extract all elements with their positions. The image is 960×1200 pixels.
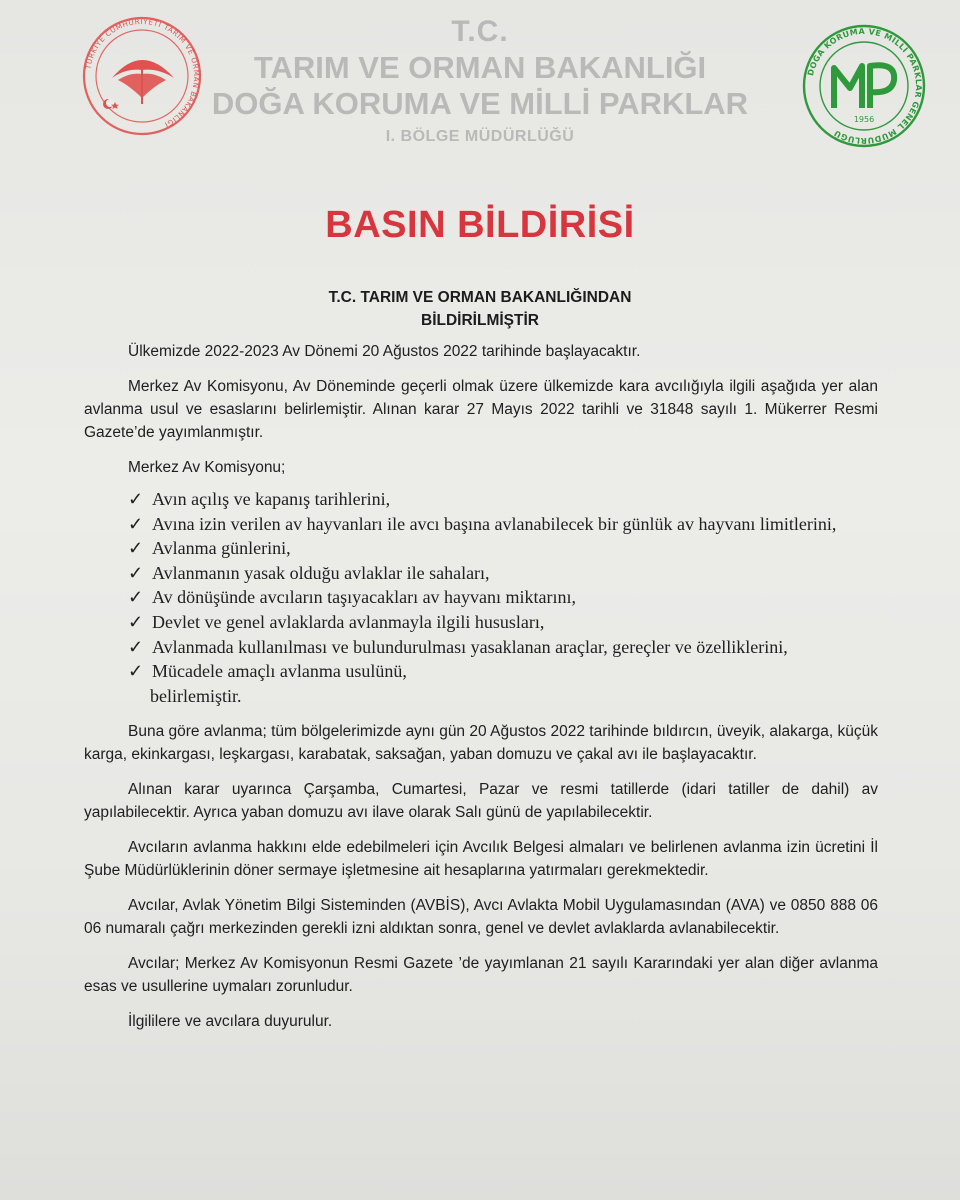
checklist-item: ✓ Avlanmada kullanılması ve bulundurulması yasaklanan araçlar, gereçler ve özelliklerini, bbox=[128, 635, 878, 660]
paragraph-compliance: Avcılar; Merkez Av Komisyonun Resmi Gazete ’de yayımlanan 21 sayılı Kararındaki yer alan diğer avlanma esas ve usullerine uymaları zorunludur. bbox=[84, 954, 878, 995]
checklist-item: ✓ Avına izin verilen av hayvanları ile avcı başına avlanabilecek bir günlük av hayvanı limitlerini, bbox=[128, 512, 878, 537]
paragraph-announcement: İlgililere ve avcılara duyurulur. bbox=[128, 1012, 333, 1030]
right-seal-year: 1956 bbox=[853, 115, 875, 124]
check-mark-icon: ✓ bbox=[128, 636, 144, 657]
subtitle-line-2: BİLDİRİLMİŞTİR bbox=[421, 312, 539, 329]
subtitle-line-1: T.C. TARIM VE ORMAN BAKANLIĞINDAN bbox=[328, 289, 632, 306]
checklist-item: ✓ Av dönüşünde avcıların taşıyacakları av hayvanı miktarını, bbox=[128, 585, 878, 610]
paragraph-commission-decision: Merkez Av Komisyonu, Av Döneminde geçerli olmak üzere ülkemizde kara avcılığıyla ilgili aşağıda yer alan avlanma usul ve esaslarını belirlemiştir. Alınan karar 27 Mayıs 2022 tarihli ve 31848 sayılı 1. Mükerrer Resmi Gazete’de yayımlanmıştır. bbox=[84, 378, 878, 441]
paragraph-season-start: Ülkemizde 2022-2023 Av Dönemi 20 Ağustos 2022 tarihinde başlayacaktır. bbox=[128, 343, 641, 360]
paragraph-permit-channels: Avcılar, Avlak Yönetim Bilgi Sisteminden (AVBİS), Avcı Avlakta Mobil Uygulamasından (AVA) ve 0850 888 06 06 numaralı çağrı merkezinden gerekli izni aldıktan sonra, genel ve devlet avlaklarda avlanabilecektir. bbox=[84, 896, 878, 937]
header-line-region: I. BÖLGE MÜDÜRLÜĞÜ bbox=[385, 128, 575, 145]
paragraph-hunting-days: Alınan karar uyarınca Çarşamba, Cumartesi, Pazar ve resmi tatillerde (idari tatiller de dahil) av yapılabilecektir. Ayrıca yaban domuzu avı ilave olarak Salı günü de yapılabilecektir. bbox=[84, 780, 878, 821]
document-body bbox=[84, 340, 878, 1045]
header-line-directorate: DOĞA KORUMA VE MİLLİ PARKLAR bbox=[211, 86, 749, 121]
paragraph-commission-intro: Merkez Av Komisyonu; bbox=[128, 459, 286, 476]
decision-checklist bbox=[84, 487, 878, 684]
subtitle-block bbox=[0, 286, 960, 332]
checklist-item: ✓ Avın açılış ve kapanış tarihlerini, bbox=[128, 487, 878, 512]
check-mark-icon: ✓ bbox=[128, 538, 144, 559]
checklist-item: ✓ Avlanmanın yasak olduğu avlaklar ile sahaları, bbox=[128, 561, 878, 586]
check-mark-icon: ✓ bbox=[128, 587, 144, 608]
page-title: BASIN BİLDİRİSİ bbox=[325, 204, 635, 246]
right-seal-ring-text: DOĞA KORUMA VE MİLLİ PARKLAR GENEL MÜDÜRLÜĞÜ bbox=[806, 26, 924, 146]
ministry-seal-icon bbox=[78, 12, 206, 140]
check-mark-icon: ✓ bbox=[128, 661, 144, 682]
checklist-item: ✓ Devlet ve genel avlaklarda avlanmayla ilgili hususları, bbox=[128, 610, 878, 635]
checklist-item: ✓ Mücadele amaçlı avlanma usulünü, bbox=[128, 659, 878, 684]
check-mark-icon: ✓ bbox=[128, 489, 144, 509]
checklist-item: ✓ Avlanma günlerini, bbox=[128, 536, 878, 561]
check-mark-icon: ✓ bbox=[128, 562, 144, 583]
header-line-ministry: TARIM VE ORMAN BAKANLIĞI bbox=[253, 50, 707, 85]
checklist-closing: belirlemiştir. bbox=[150, 685, 242, 706]
left-seal-ring-text: TÜRKİYE CUMHURİYETİ TARIM VE ORMAN BAKANLIĞI bbox=[83, 16, 202, 130]
national-parks-seal-icon bbox=[800, 22, 928, 150]
paragraph-species: Buna göre avlanma; tüm bölgelerimizde aynı gün 20 Ağustos 2022 tarihinde bıldırcın, üveyik, alakarga, küçük karga, ekinkargası, leşkargası, karabatak, saksağan, yaban domuzu ve çakal avı ile başlayacaktır. bbox=[84, 722, 878, 763]
check-mark-icon: ✓ bbox=[128, 611, 144, 632]
header-line-tc: T.C. bbox=[451, 15, 509, 48]
header-block bbox=[200, 14, 760, 152]
check-mark-icon: ✓ bbox=[128, 513, 144, 534]
paragraph-license: Avcıların avlanma hakkını elde edebilmeleri için Avcılık Belgesi almaları ve belirlenen avlanma izin ücretini İl Şube Müdürlüklerinin döner sermaye işletmesine ait hesaplarına yatırmaları gerekmektedir. bbox=[84, 838, 878, 879]
